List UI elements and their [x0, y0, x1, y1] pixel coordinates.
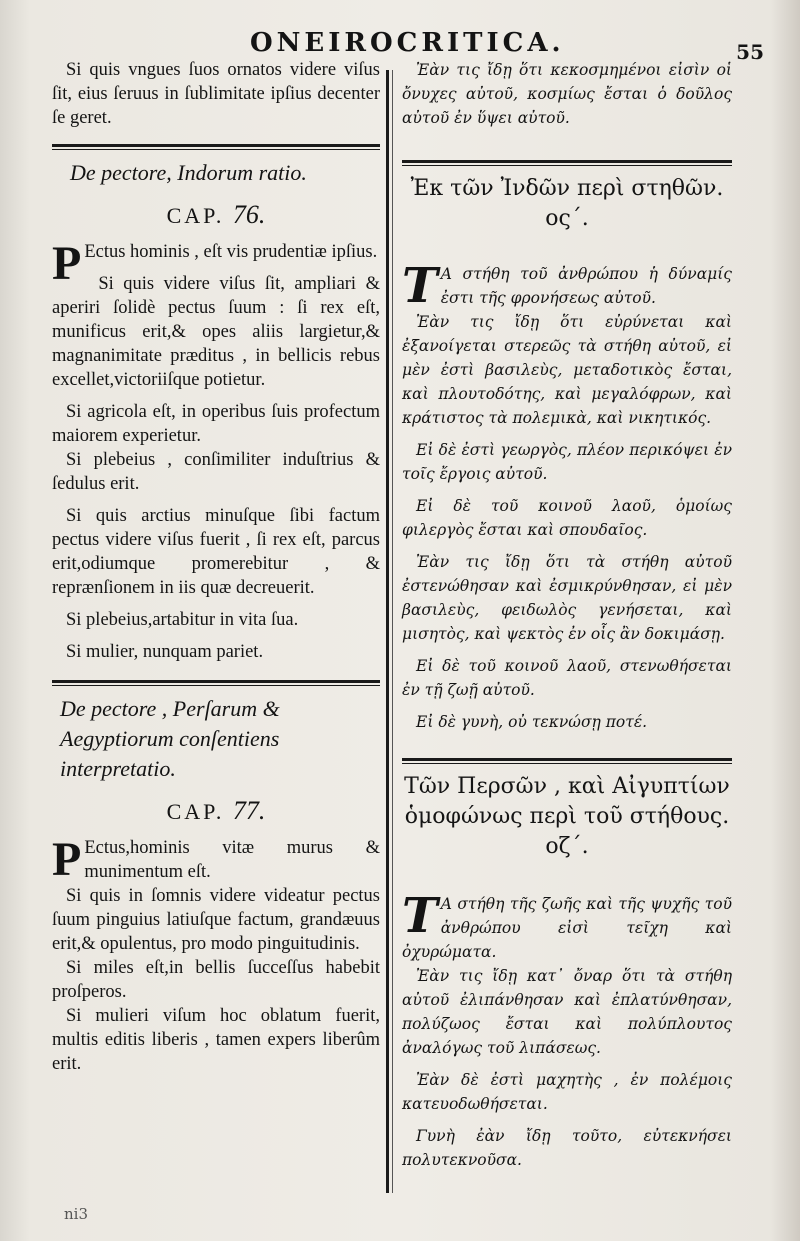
- greek-column: [402, 58, 732, 1172]
- greek-77-para: Ἐὰν δὲ ἐστὶ μαχητὴς , ἐν πολέμοις κατευοδωθήσεται.: [402, 1071, 732, 1113]
- opening-text: Ectus hominis , eſt vis prudentiæ ipſius.: [84, 242, 378, 262]
- latin-77-opening: [52, 833, 380, 886]
- signature-mark: ni3: [64, 1205, 89, 1223]
- greek-76-para: Ἐὰν τις ἴδῃ ὅτι τὰ στήθη αὐτοῦ ἐστενώθησαν καὶ ἐσμικρύνθησαν, εἰ μὲν βασιλεὺς, φειδωλὸς γενήσεται, καὶ μισητὸς, καὶ ψεκτὸς ἐν οἷς ἂν δοκιμάσῃ.: [402, 553, 732, 643]
- greek-76-para: Εἰ δὲ γυνὴ, οὐ τεκνώσῃ ποτέ.: [416, 713, 648, 731]
- section-divider: [52, 680, 380, 686]
- drop-cap: P: [52, 833, 82, 886]
- section-divider: [402, 160, 732, 166]
- section-title-77-greek: Τῶν Περσῶν , καὶ Αἰγυπτίων ὁμοφώνως περὶ τοῦ στήθους. οζ΄.: [404, 774, 730, 859]
- cap-number: 77.: [232, 796, 266, 825]
- drop-cap: Τ: [402, 258, 438, 314]
- running-title: ONEIROCRITICA.: [250, 28, 565, 58]
- chapter-heading-76-latin: [52, 200, 380, 230]
- column-rule-thin: [392, 70, 393, 1193]
- greek-carryover-paragraph: Ἐὰν τις ἴδῃ ὅτι κεκοσμημένοι εἰσὶν οἱ ὄνυχες αὐτοῦ, κοσμίως ἔσται ὁ δοῦλος αὐτοῦ ἐν ὕψει αὐτοῦ.: [402, 61, 732, 127]
- section-divider: [52, 144, 380, 150]
- opening-text: Α στήθη τοῦ ἀνθρώπου ἡ δύναμίς ἐστι τῆς φρονήσεως αὐτοῦ.: [440, 265, 732, 307]
- greek-77-opening: [402, 888, 732, 964]
- cap-label: CAP.: [166, 799, 225, 824]
- latin-76-para: Si mulier, nunquam pariet.: [66, 642, 264, 662]
- section-title-76-greek: Ἐκ τῶν Ἰνδῶν περὶ στηθῶν. ος΄.: [410, 176, 724, 231]
- latin-76-para: Si plebeius,artabitur in vita ſua.: [66, 610, 299, 630]
- section-divider: [402, 758, 732, 764]
- drop-cap: P: [52, 237, 82, 290]
- page-number: 55: [736, 40, 764, 64]
- cap-label: CAP.: [166, 203, 225, 228]
- cap-number: 76.: [232, 200, 266, 229]
- latin-77-para: Si quis in ſomnis videre videatur pectus ſuum pinguius latiuſque factum, grandæuus erit,& opulentus, pro modo pinguitudinis.: [52, 886, 380, 954]
- greek-76-para: Εἰ δὲ τοῦ κοινοῦ λαοῦ, στενωθήσεται ἐν τῇ ζωῇ αὐτοῦ.: [402, 657, 732, 699]
- opening-text: Α στήθη τῆς ζωῆς καὶ τῆς ψυχῆς τοῦ ἀνθρώπου εἰσὶ τεῖχη καὶ ὀχυρώματα.: [402, 895, 732, 961]
- latin-76-para: Si agricola eſt, in operibus ſuis profectum maiorem experietur.: [52, 402, 380, 446]
- section-title-77-latin: De pectore , Perſarum & Aegyptiorum conſentiens interpretatio.: [60, 696, 280, 781]
- latin-76-opening: [52, 237, 380, 290]
- drop-cap: Τ: [402, 888, 438, 944]
- chapter-heading-77-latin: [52, 796, 380, 826]
- column-rule: [386, 70, 389, 1193]
- latin-column: [52, 58, 380, 1076]
- section-title-76-latin: De pectore, Indorum ratio.: [70, 160, 307, 185]
- opening-text: Ectus,hominis vitæ murus & munimentum eſt.: [84, 838, 380, 882]
- latin-76-para: Si quis videre viſus ſit, ampliari & aperiri ſolidè pectus ſuum : ſi rex eſt, munificus erit,& opes aliis largietur,& magnanimitate præditus , in bellicis rebus excellet,victoriiſque potietur.: [52, 274, 380, 390]
- greek-77-para: Ἐὰν τις ἴδῃ κατ᾽ ὄναρ ὅτι τὰ στήθη αὐτοῦ ἐλιπάνθησαν καὶ ἐπλατύνθησαν, πολύζωος ἔσται καὶ πολύπλουτος ἀναλόγως τοῦ λιπάσεως.: [402, 967, 732, 1057]
- greek-76-para: Ἐὰν τις ἴδῃ ὅτι εὐρύνεται καὶ ἐξανοίγεται στερεῶς τὰ στήθη αὐτοῦ, εἰ μὲν ἐστὶ βασιλεὺς, μεταδοτικὸς ἔσται, καὶ πλουτοδότης, καὶ μεγαλόφρων, καὶ κράτιστος τὰ πολεμικὰ, καὶ νικητικός.: [402, 313, 732, 427]
- greek-76-para: Εἰ δὲ ἐστὶ γεωργὸς, πλέον περικόψει ἐν τοῖς ἔργοις αὐτοῦ.: [402, 441, 732, 483]
- greek-77-para: Γυνὴ ἐὰν ἴδῃ τοῦτο, εὐτεκνήσει πολυτεκνοῦσα.: [402, 1127, 732, 1169]
- latin-carryover-paragraph: Si quis vngues ſuos ornatos videre viſus ſit, eius ſeruus in ſublimitate ipſius decenter ſe geret.: [52, 60, 380, 128]
- latin-76-para: Si quis arctius minuſque ſibi factum pectus videre viſus fuerit , ſi rex eſt, parcus erit,odiumque promerebitur , & reprænſionem in iis quæ decreuerit.: [52, 506, 380, 598]
- latin-76-para: Si plebeius , conſimiliter induſtrius & ſedulus erit.: [52, 450, 380, 494]
- latin-77-para: Si mulieri viſum hoc oblatum fuerit, multis editis liberis , tamen expers liberûm erit.: [52, 1006, 380, 1074]
- greek-76-para: Εἰ δὲ τοῦ κοινοῦ λαοῦ, ὁμοίως φιλεργὸς ἔσται καὶ σπουδαῖος.: [402, 497, 732, 539]
- latin-77-para: Si miles eſt,in bellis ſucceſſus habebit proſperos.: [52, 958, 380, 1002]
- greek-76-opening: [402, 258, 732, 314]
